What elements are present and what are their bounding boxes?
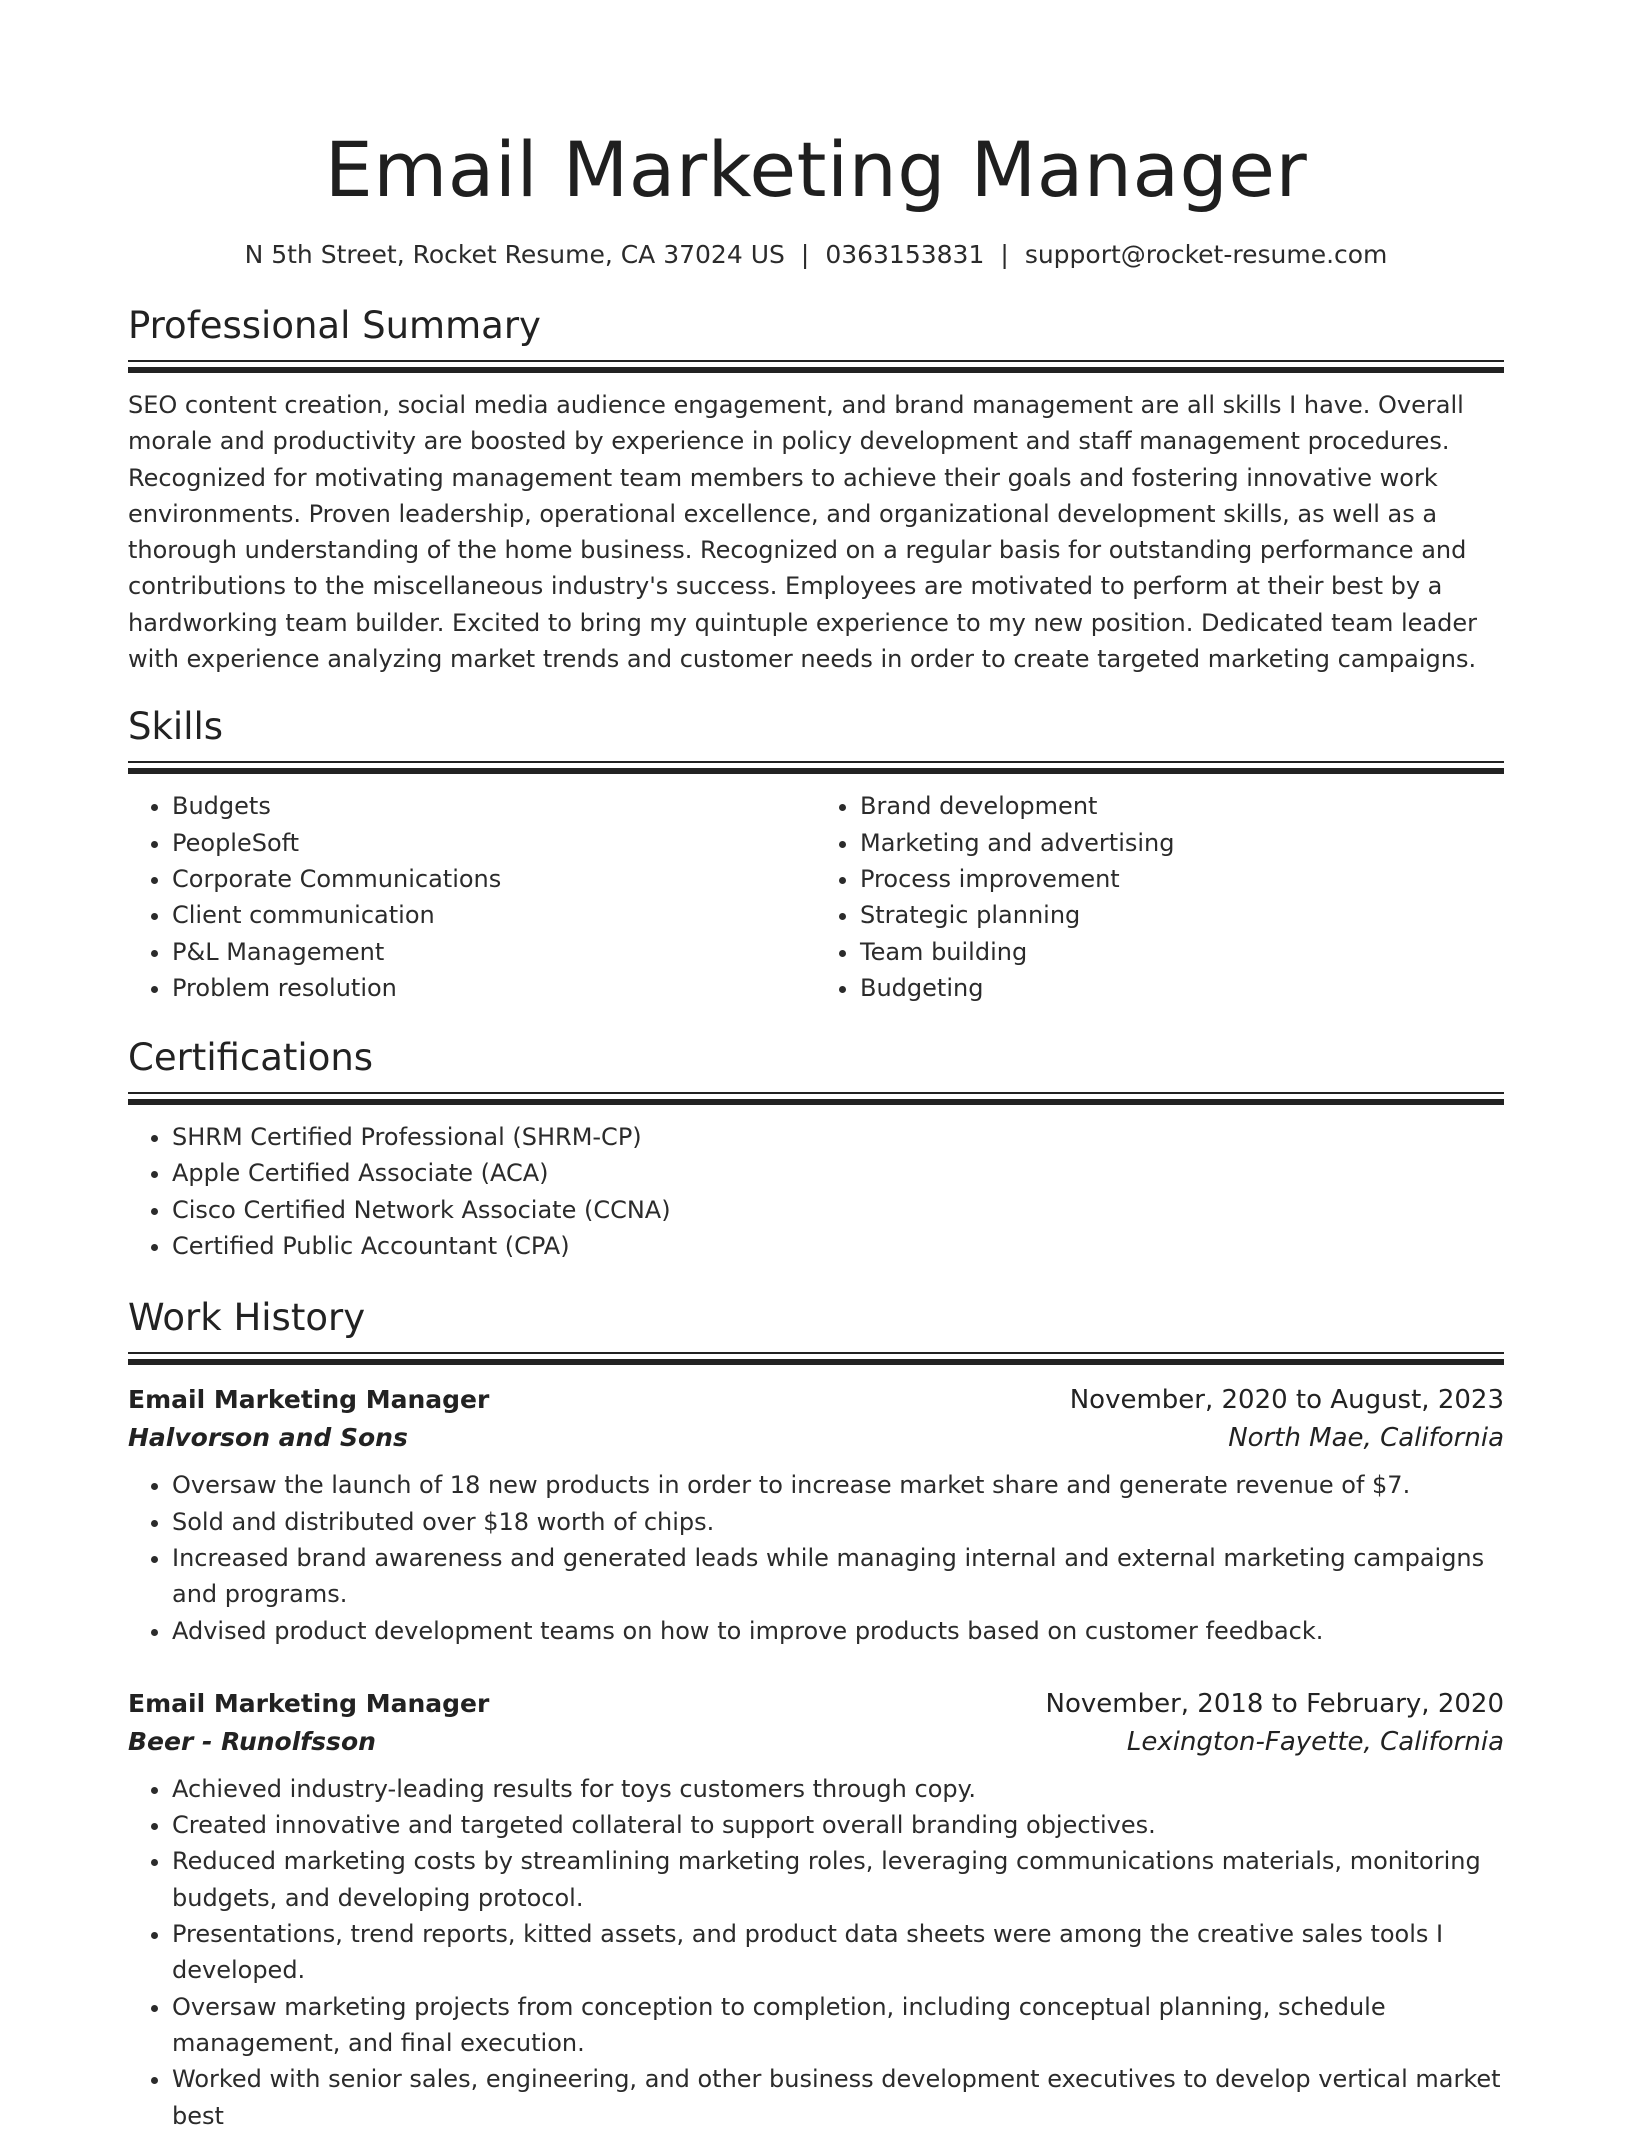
contact-line <box>128 238 1504 272</box>
section-divider <box>128 1092 1504 1107</box>
skills-right-list <box>816 788 1504 1006</box>
job-entry <box>128 1381 1504 1648</box>
list-item: • Marketing and advertising <box>860 825 1504 861</box>
list-item: • Problem resolution <box>172 970 816 1006</box>
list-item: • Created innovative and targeted collateral to support overall branding objectives. <box>172 1807 1504 1843</box>
section-title-certifications: Certifications <box>128 1036 374 1080</box>
list-item: • Advised product development teams on how to improve products based on customer feedback. <box>172 1613 1504 1649</box>
list-item: • Corporate Communications <box>172 861 816 897</box>
list-item: • Team building <box>860 934 1504 970</box>
job-title: Email Marketing Manager <box>128 1385 490 1415</box>
summary-text: SEO content creation, social media audience engagement, and brand management are all skills I have. Overall morale and productivity are boosted by experience in policy development and staff management procedures. Recognized for motivating management team members to achieve their goals and fostering innovative work environments. Proven leadership, operational excellence, and organizational development skills, as well as a thorough understanding of the home business. Recognized on a regular basis for outstanding performance and contributions to the miscellaneous industry's success. Employees are motivated to perform at their best by a hardworking team builder. Excited to bring my quintuple experience to my new position. Dedicated team leader with experience analyzing market trends and customer needs in order to create targeted marketing campaigns. <box>128 391 1478 674</box>
job-company: Halvorson and Sons <box>128 1423 408 1453</box>
section-divider <box>128 360 1504 375</box>
list-item: • Oversaw marketing projects from conception to completion, including conceptual planning, schedule management, and final execution. <box>172 1989 1504 2062</box>
job-entry <box>128 1685 1504 2134</box>
job-header-row <box>128 1381 1504 1419</box>
contact-separator: | <box>800 240 810 269</box>
list-item: • P&L Management <box>172 934 816 970</box>
contact-address: N 5th Street, Rocket Resume, CA 37024 US <box>244 240 785 269</box>
list-item: • Strategic planning <box>860 897 1504 933</box>
list-item: • Brand development <box>860 788 1504 824</box>
job-title: Email Marketing Manager <box>128 1688 490 1718</box>
job-company-row <box>128 1723 1504 1761</box>
contact-phone: 0363153831 <box>825 240 985 269</box>
job-location: North Mae, California <box>1228 1423 1504 1454</box>
list-item: • Apple Certified Associate (ACA) <box>172 1155 1504 1191</box>
resume-name: Email Marketing Manager <box>324 125 1308 214</box>
list-item: • Increased brand awareness and generated leads while managing internal and external marketing campaigns and programs. <box>172 1540 1504 1613</box>
list-item: • Client communication <box>172 897 816 933</box>
list-item: • SHRM Certified Professional (SHRM-CP) <box>172 1119 1504 1155</box>
certifications-list <box>128 1119 1504 1264</box>
section-title-work: Work History <box>128 1296 366 1340</box>
list-item: • Cisco Certified Network Associate (CCNA) <box>172 1192 1504 1228</box>
skills-columns <box>128 788 1504 1006</box>
section-divider <box>128 761 1504 776</box>
list-item: • Oversaw the launch of 18 new products in order to increase market share and generate revenue of $7. <box>172 1467 1504 1503</box>
job-company-row <box>128 1419 1504 1457</box>
resume-page <box>128 0 1504 2130</box>
job-company: Beer - Runolfsson <box>128 1726 376 1756</box>
list-item: • PeopleSoft <box>172 825 816 861</box>
list-item: • Certified Public Accountant (CPA) <box>172 1228 1504 1264</box>
job-header-row <box>128 1685 1504 1723</box>
list-item: • Budgeting <box>860 970 1504 1006</box>
list-item: • Budgets <box>172 788 816 824</box>
job-location: Lexington-Fayette, California <box>1126 1726 1504 1757</box>
list-item: • Process improvement <box>860 861 1504 897</box>
list-item: • Presentations, trend reports, kitted assets, and product data sheets were among the creative sales tools I developed. <box>172 1916 1504 1989</box>
skills-left-list <box>128 788 816 1006</box>
list-item: • Achieved industry-leading results for toys customers through copy. <box>172 1771 1504 1807</box>
list-item: • Worked with senior sales, engineering, and other business development executives to develop vertical market best <box>172 2061 1504 2134</box>
job-dates: November, 2018 to February, 2020 <box>1045 1688 1504 1719</box>
job-dates: November, 2020 to August, 2023 <box>1069 1385 1504 1416</box>
list-item: • Sold and distributed over $18 worth of chips. <box>172 1504 1504 1540</box>
job-bullets <box>128 1771 1504 2134</box>
section-title-summary: Professional Summary <box>128 304 541 347</box>
section-divider <box>128 1352 1504 1367</box>
job-bullets <box>128 1467 1504 1648</box>
section-title-skills: Skills <box>128 705 224 749</box>
contact-email[interactable]: support@rocket-resume.com <box>1024 240 1388 269</box>
list-item: • Reduced marketing costs by streamlining marketing roles, leveraging communications materials, monitoring budgets, and developing protocol. <box>172 1843 1504 1916</box>
contact-separator: | <box>1000 240 1009 269</box>
